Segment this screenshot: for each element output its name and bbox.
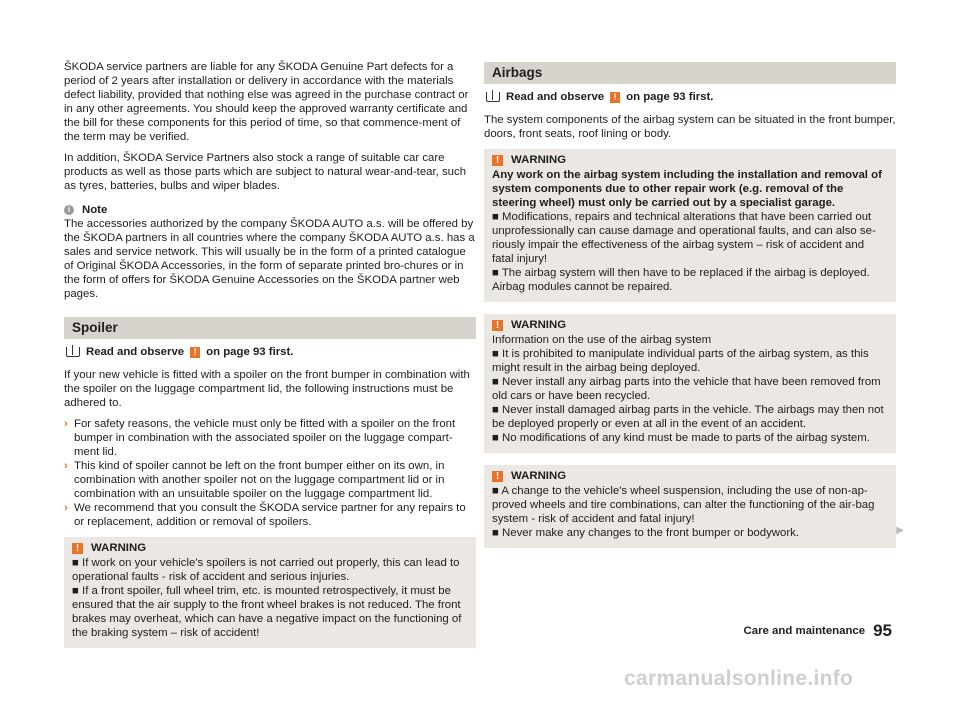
warning-line: ■ No modifications of any kind must be made to parts of the airbag system. [492, 432, 870, 444]
note-header [64, 203, 476, 217]
paragraph-stock: In addition, ŠKODA Service Partners also stock a range of suitable car care products as well as those parts which are subject to natural wear-and-tear, such as tyres, batteries, bulbs and wiper blades. [64, 152, 467, 192]
warning-ref-icon[interactable]: ! [610, 92, 620, 103]
warning-header [492, 153, 888, 167]
warning-bold-text: Any work on the airbag system including the installation and removal of system components due to other repair work (e.g. removal of the steering wheel) must only be carried out by a specialist garage. [492, 169, 882, 209]
spoiler-bullet-list [64, 417, 476, 529]
warning-icon: ! [492, 471, 503, 482]
bullet-text: For safety reasons, the vehicle must only be fitted with a spoiler on the front bumper in combination with the associated spoiler on the luggage compart-ment lid. [74, 418, 456, 458]
ref-post: on page 93 first. [626, 91, 714, 103]
list-item [64, 417, 476, 459]
chevron-right-icon: › [64, 460, 68, 472]
reference-line [486, 90, 896, 104]
warning-title: WARNING [511, 470, 567, 482]
warning-header [72, 541, 468, 555]
list-item [64, 501, 476, 529]
warning-line: ■ Never make any changes to the front bumper or bodywork. [492, 527, 799, 539]
warning-title: WARNING [511, 319, 567, 331]
section-title-airbags: Airbags [484, 62, 896, 84]
warning-icon: ! [72, 543, 83, 554]
airbag-intro: The system components of the airbag system can be situated in the front bumper, doors, front seats, roof lining or body. [484, 114, 896, 140]
ref-pre: Read and observe [86, 346, 185, 358]
warning-box-spoiler [64, 537, 476, 648]
warning-box-airbag-3 [484, 465, 904, 548]
page-number: 95 [873, 621, 892, 640]
bullet-text: We recommend that you consult the ŠKODA service partner for any repairs to or replacement, addition or removal of spoilers. [74, 502, 466, 528]
note-text: The accessories authorized by the company ŠKODA AUTO a.s. will be offered by the ŠKODA partners in all countries where the company ŠKODA AUTO a.s. has a sales and service network. This will usually be in the form of a printed catalogue of Original ŠKODA Accessories, in the form of separate printed bro-chures or in the form of offers for ŠKODA Genuine Accessories on the ŠKODA partner web pages. [64, 218, 475, 300]
spoiler-intro: If your new vehicle is fitted with a spoiler on the front bumper in combination with the spoiler on the luggage compartment lid, the following instructions must be adhered to. [64, 369, 470, 409]
warning-line: ■ It is prohibited to manipulate individual parts of the airbag system, as this might result in the airbag being deployed. [492, 348, 869, 374]
warning-header [492, 318, 888, 332]
book-icon [486, 92, 500, 102]
warning-header [492, 469, 888, 483]
warning-line: ■ If work on your vehicle's spoilers is not carried out properly, this can lead to operational faults - risk of accident and serious injuries. [72, 557, 460, 583]
warning-ref-icon[interactable]: ! [190, 347, 200, 358]
warning-icon: ! [492, 155, 503, 166]
warning-title: WARNING [511, 154, 567, 166]
chevron-right-icon: › [64, 502, 68, 514]
section-title-spoiler: Spoiler [64, 317, 476, 339]
warning-line: ■ Modifications, repairs and technical alterations that have been carried out unprofessionally can cause damage and operational faults, and can also se-riously impair the effectiveness of the airbag system – risk of accident and fatal injury! [492, 211, 876, 265]
warning-title: WARNING [91, 542, 147, 554]
warning-line: ■ If a front spoiler, full wheel trim, etc. is mounted retrospectively, it must be ensured that the air supply to the front wheel brakes is not reduced. The front brakes may overheat, which can have a negative impact on the functioning of the braking system – risk of accident! [72, 585, 462, 639]
reference-line [66, 345, 476, 359]
footer-section: Care and maintenance [743, 625, 866, 637]
info-icon: i [64, 205, 74, 215]
warning-line: ■ A change to the vehicle's wheel suspension, including the use of non-ap-proved wheels and tire combinations, can alter the functioning of the air-bag system - risk of accident and fatal injury! [492, 485, 875, 525]
page-footer [740, 621, 892, 640]
ref-pre: Read and observe [506, 91, 605, 103]
warning-line: ■ The airbag system will then have to be replaced if the airbag is deployed. Airbag modules cannot be repaired. [492, 267, 870, 293]
warning-box-airbag-1 [484, 149, 896, 302]
left-column [64, 60, 476, 648]
warning-icon: ! [492, 320, 503, 331]
continue-arrow-icon: ▶ [896, 525, 904, 536]
warning-box-airbag-2 [484, 314, 896, 453]
watermark: carmanualsonline.info [624, 667, 854, 690]
warning-line: ■ Never install any airbag parts into the vehicle that have been removed from old cars or have been recycled. [492, 376, 881, 402]
warning-line: ■ Never install damaged airbag parts in the vehicle. The airbags may then not be deployed properly or even at all in the event of an accident. [492, 404, 884, 430]
ref-post: on page 93 first. [206, 346, 294, 358]
book-icon [66, 347, 80, 357]
note-title: Note [82, 204, 108, 216]
warning-line: Information on the use of the airbag system [492, 334, 712, 346]
right-column [484, 60, 904, 548]
bullet-text: This kind of spoiler cannot be left on the front bumper either on its own, in combination with another spoiler not on the luggage compartment lid or in combination with an unsuitable spoiler on the luggage compartment lid. [74, 460, 445, 500]
chevron-right-icon: › [64, 418, 68, 430]
paragraph-warranty: ŠKODA service partners are liable for any ŠKODA Genuine Part defects for a period of 2 years after installation or delivery in accordance with the materials defect liability, provided that nothing else was agreed in the purchase contract or in any other agreements. You should keep the approved warranty certificate and the bill for these components for this period of time, so that commence-ment of the term may be verified. [64, 61, 469, 143]
list-item [64, 459, 476, 501]
